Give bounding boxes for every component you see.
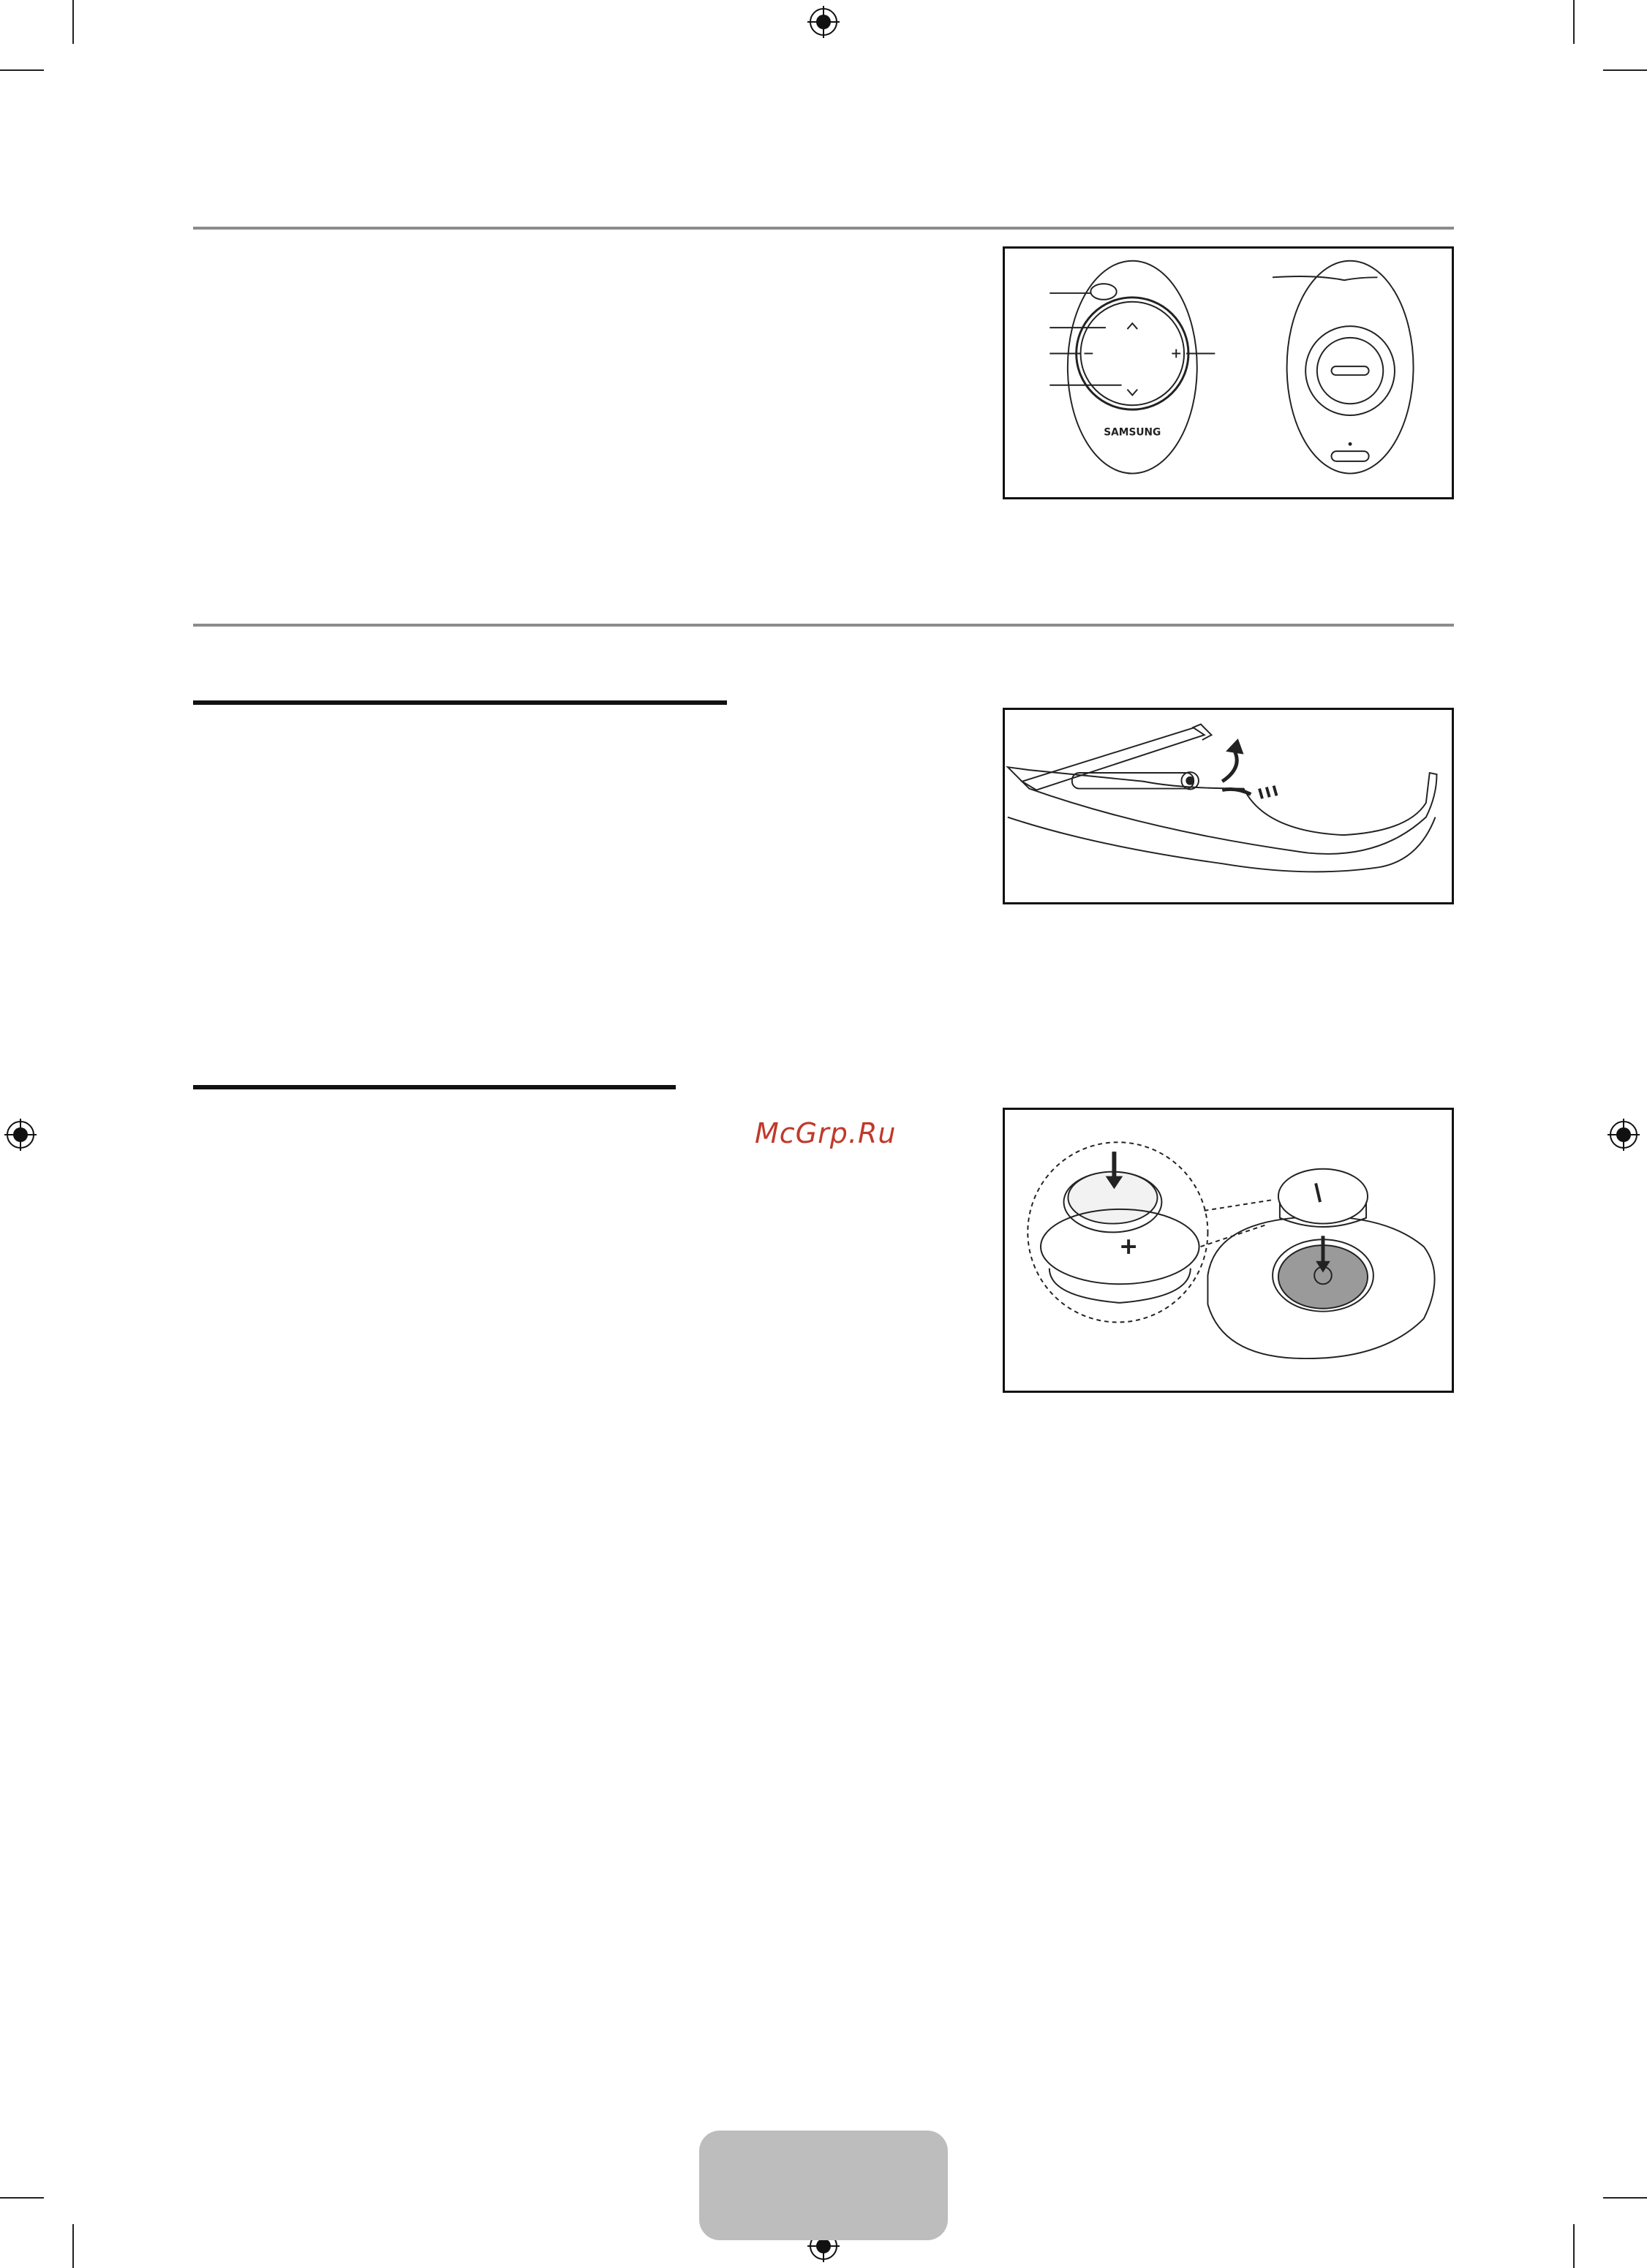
registration-mark-icon — [807, 6, 840, 38]
remote-control-figure — [1003, 246, 1454, 499]
page-number-tab — [699, 2131, 948, 2240]
remote-brand-label: SAMSUNG — [1104, 426, 1161, 439]
battery-install-figure — [1003, 708, 1454, 904]
remote-control-illustration — [1005, 249, 1452, 497]
subsection-rule-2 — [193, 1085, 676, 1089]
registration-mark-icon — [1608, 1119, 1640, 1151]
coin-battery-figure — [1003, 1108, 1454, 1393]
section-rule-middle — [193, 624, 1454, 627]
registration-mark-top — [807, 6, 840, 38]
watermark-text: McGrp.Ru — [755, 1117, 897, 1149]
section-rule-top — [193, 227, 1454, 230]
registration-mark-icon — [4, 1119, 37, 1151]
battery-install-illustration — [1005, 710, 1452, 902]
coin-battery-illustration — [1005, 1110, 1452, 1391]
registration-mark-left — [4, 1119, 37, 1151]
registration-mark-right — [1608, 1119, 1640, 1151]
subsection-rule-1 — [193, 700, 727, 705]
